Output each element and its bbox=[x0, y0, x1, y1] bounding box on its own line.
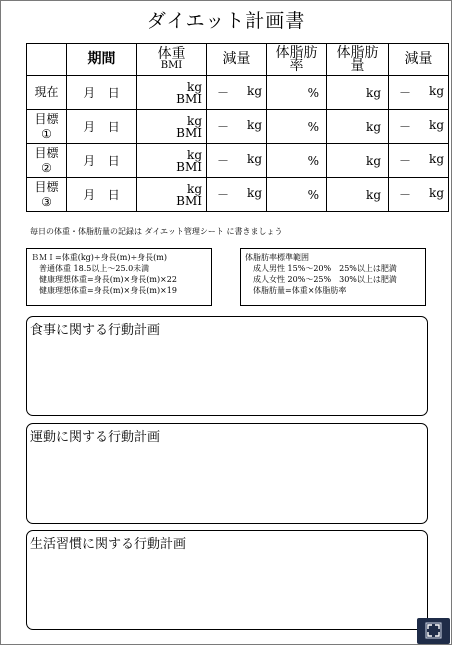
weight-cell[interactable] bbox=[137, 76, 207, 110]
reduction-unit: kg bbox=[247, 186, 262, 200]
fat-line: 成人男性 15%～20% 25%以上は肥満 bbox=[245, 264, 397, 273]
fat-mass-unit: kg bbox=[366, 187, 381, 202]
fat-mass-unit: kg bbox=[366, 119, 381, 134]
reduction2-cell[interactable] bbox=[389, 144, 449, 178]
row-label-number: ① bbox=[41, 126, 52, 141]
header-blank bbox=[27, 44, 67, 76]
percent-unit: % bbox=[307, 85, 319, 100]
day-label: 日 bbox=[107, 188, 120, 202]
reduction2-cell[interactable] bbox=[389, 110, 449, 144]
table-row bbox=[27, 110, 449, 144]
bmi-line: 普通体重 18.5以上～25.0未満 bbox=[31, 264, 150, 273]
reduction2-unit: kg bbox=[429, 118, 444, 132]
reduction-cell[interactable] bbox=[207, 76, 267, 110]
body-fat-mass-cell[interactable] bbox=[327, 76, 389, 110]
day-label: 日 bbox=[107, 154, 120, 168]
percent-unit: % bbox=[307, 153, 319, 168]
bmi-unit: BMI bbox=[176, 159, 202, 174]
header-body-fat-rate-l1: 体脂肪 bbox=[275, 44, 318, 61]
minus-sign: － bbox=[217, 86, 230, 100]
minus-sign: － bbox=[399, 120, 412, 134]
weight-unit: kg bbox=[187, 79, 202, 94]
meal-plan-label: 食事に関する行動計画 bbox=[30, 323, 161, 338]
bmi-line: ＢＭＩ=体重(kg)÷身長(m)÷身長(m) bbox=[31, 253, 167, 262]
fat-mass-unit: kg bbox=[366, 85, 381, 100]
table-header-row bbox=[27, 44, 449, 76]
month-label: 月 bbox=[83, 188, 96, 202]
minus-sign: － bbox=[217, 120, 230, 134]
lifestyle-plan-section[interactable] bbox=[26, 530, 428, 630]
minus-sign: － bbox=[399, 86, 412, 100]
period-cell[interactable] bbox=[67, 76, 137, 110]
reduction-unit: kg bbox=[247, 152, 262, 166]
fullscreen-icon bbox=[424, 621, 443, 640]
weight-cell[interactable] bbox=[137, 110, 207, 144]
header-body-fat-mass bbox=[327, 44, 389, 76]
row-label bbox=[27, 178, 67, 212]
table-row bbox=[27, 144, 449, 178]
reduction-unit: kg bbox=[247, 118, 262, 132]
period-cell[interactable] bbox=[67, 110, 137, 144]
bmi-unit: BMI bbox=[176, 193, 202, 208]
exercise-plan-section[interactable] bbox=[26, 423, 428, 524]
weight-unit: kg bbox=[187, 113, 202, 128]
fat-line: 成人女性 20%～25% 30%以上は肥満 bbox=[245, 275, 397, 284]
header-reduction2: 減量 bbox=[389, 44, 449, 76]
minus-sign: － bbox=[399, 188, 412, 202]
weight-cell[interactable] bbox=[137, 178, 207, 212]
fat-line: 体脂肪率標準範囲 bbox=[245, 253, 309, 262]
minus-sign: － bbox=[217, 188, 230, 202]
row-label-number: ② bbox=[41, 160, 52, 175]
record-note: 毎日の体重・体脂肪量の記録は ダイエット管理シート に書きましょう bbox=[30, 227, 283, 236]
percent-unit: % bbox=[307, 187, 319, 202]
body-fat-rate-cell[interactable] bbox=[267, 144, 327, 178]
fat-mass-unit: kg bbox=[366, 153, 381, 168]
reduction2-unit: kg bbox=[429, 84, 444, 98]
fullscreen-button[interactable] bbox=[417, 618, 450, 644]
row-label bbox=[27, 110, 67, 144]
row-label-main: 目標 bbox=[34, 145, 59, 160]
period-cell[interactable] bbox=[67, 178, 137, 212]
month-label: 月 bbox=[83, 120, 96, 134]
weight-unit: kg bbox=[187, 181, 202, 196]
reduction2-unit: kg bbox=[429, 152, 444, 166]
row-label-number: ③ bbox=[41, 194, 52, 209]
row-label bbox=[27, 144, 67, 178]
minus-sign: － bbox=[217, 154, 230, 168]
reduction-cell[interactable] bbox=[207, 110, 267, 144]
header-weight-sub: BMI bbox=[160, 60, 183, 71]
bmi-info-box bbox=[26, 248, 212, 306]
exercise-plan-label: 運動に関する行動計画 bbox=[30, 430, 161, 445]
header-body-fat-mass-l2: 量 bbox=[350, 57, 365, 74]
reduction-cell[interactable] bbox=[207, 178, 267, 212]
weight-cell[interactable] bbox=[137, 144, 207, 178]
row-label-main: 現在 bbox=[34, 85, 59, 99]
month-label: 月 bbox=[83, 154, 96, 168]
diet-plan-table bbox=[26, 43, 449, 212]
month-label: 月 bbox=[83, 86, 96, 100]
fat-line: 体脂肪量=体重×体脂肪率 bbox=[245, 286, 347, 295]
page-title: ダイエット計画書 bbox=[146, 10, 306, 32]
percent-unit: % bbox=[307, 119, 319, 134]
row-label-main: 目標 bbox=[34, 179, 59, 194]
bmi-line: 健康理想体重=身長(m)×身長(m)×19 bbox=[31, 286, 177, 295]
weight-unit: kg bbox=[187, 147, 202, 162]
day-label: 日 bbox=[107, 120, 120, 134]
bmi-unit: BMI bbox=[176, 125, 202, 140]
header-reduction: 減量 bbox=[207, 44, 267, 76]
row-label bbox=[27, 76, 67, 110]
table-row bbox=[27, 178, 449, 212]
header-body-fat-rate-l2: 率 bbox=[289, 57, 304, 74]
table-row bbox=[27, 76, 449, 110]
header-weight-label: 体重 bbox=[157, 46, 186, 62]
meal-plan-section[interactable] bbox=[26, 316, 428, 416]
lifestyle-plan-label: 生活習慣に関する行動計画 bbox=[30, 537, 187, 552]
body-fat-rate-cell[interactable] bbox=[267, 110, 327, 144]
minus-sign: － bbox=[399, 154, 412, 168]
header-period: 期間 bbox=[67, 44, 137, 76]
reduction2-cell[interactable] bbox=[389, 178, 449, 212]
body-fat-mass-cell[interactable] bbox=[327, 178, 389, 212]
bmi-unit: BMI bbox=[176, 91, 202, 106]
header-weight bbox=[137, 44, 207, 76]
header-body-fat-rate bbox=[267, 44, 327, 76]
body-fat-mass-cell[interactable] bbox=[327, 110, 389, 144]
reduction-unit: kg bbox=[247, 84, 262, 98]
row-label-main: 目標 bbox=[34, 111, 59, 126]
header-body-fat-mass-l1: 体脂肪 bbox=[336, 44, 379, 61]
body-fat-rate-cell[interactable] bbox=[267, 76, 327, 110]
reduction-cell[interactable] bbox=[207, 144, 267, 178]
body-fat-rate-cell[interactable] bbox=[267, 178, 327, 212]
day-label: 日 bbox=[107, 86, 120, 100]
reduction2-unit: kg bbox=[429, 186, 444, 200]
period-cell[interactable] bbox=[67, 144, 137, 178]
body-fat-mass-cell[interactable] bbox=[327, 144, 389, 178]
body-fat-info-box bbox=[240, 248, 426, 306]
reduction2-cell[interactable] bbox=[389, 76, 449, 110]
bmi-line: 健康理想体重=身長(m)×身長(m)×22 bbox=[31, 275, 177, 284]
